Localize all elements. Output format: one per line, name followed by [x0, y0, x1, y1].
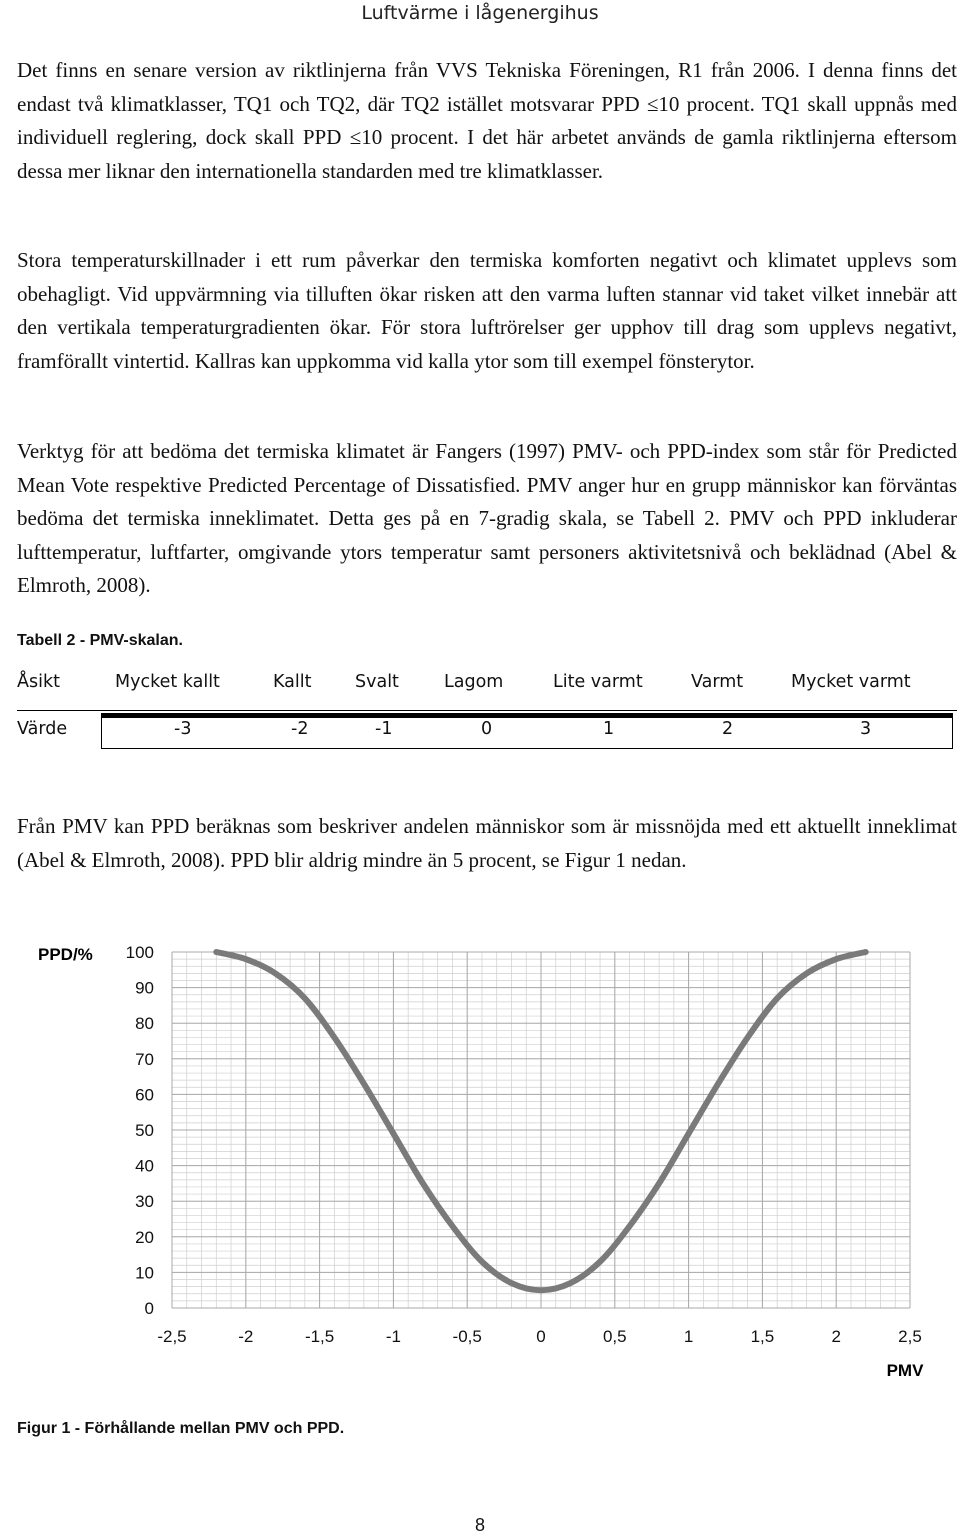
table-value-cell: 1 — [603, 719, 615, 739]
table-value-cell: -2 — [291, 719, 309, 739]
pmv-ppd-chart — [0, 930, 960, 1390]
table-header-cell: Svalt — [355, 672, 399, 692]
x-tick-label: -0,5 — [452, 1327, 482, 1346]
x-tick-label: 0,5 — [602, 1327, 627, 1346]
table-value-cell: -3 — [174, 719, 192, 739]
paragraph-3: Verktyg för att bedöma det termiska klimatet är Fangers (1997) PMV- och PPD-index som står för Predicted Mean Vote respektive Predicted Percentage of Dissatisfied. PMV anger hur en grupp människor kan förväntas bedöma det termiska inneklimatet. Detta ges på en 7-gradig skala, se Tabell 2. PMV och PPD inkluderar lufttemperatur, luftfarter, omgivande ytors temperatur samt personers aktivitetsnivå och beklädnad (Abel & Elmroth, 2008). — [17, 439, 957, 597]
table-header-cell: Lite varmt — [553, 672, 643, 692]
table-header-label: Åsikt — [17, 672, 60, 692]
y-tick-label: 10 — [135, 1263, 154, 1283]
pmv-scale-table — [17, 672, 957, 751]
paragraph-1: Det finns en senare version av riktlinjerna från VVS Tekniska Föreningen, R1 från 2006. I denna finns det endast två klimatklasser, TQ1 och TQ2, där TQ2 istället motsvarar PPD ≤10 procent. TQ1 skall uppnås med individuell reglering, dock skall PPD ≤10 procent. I det här arbetet används de gamla riktlinjerna eftersom dessa mer liknar den internationella standarden med tre klimatklasser. — [17, 58, 957, 183]
page-header: Luftvärme i lågenergihus — [361, 2, 599, 24]
x-tick-label: 1,5 — [750, 1327, 775, 1346]
table-header-cell: Varmt — [691, 672, 744, 692]
x-tick-label: 2,5 — [898, 1327, 922, 1346]
table-value-cell: 0 — [481, 719, 493, 739]
table-value-cell: -1 — [375, 719, 393, 739]
y-tick-label: 60 — [135, 1085, 154, 1105]
y-tick-label: 90 — [135, 978, 154, 998]
y-axis-label: PPD/% — [38, 945, 93, 964]
table-header-cell: Mycket kallt — [115, 672, 220, 692]
table-header-cell: Kallt — [273, 672, 312, 692]
table-value-label: Värde — [17, 719, 68, 739]
y-tick-label: 50 — [135, 1121, 154, 1140]
paragraph-4: Från PMV kan PPD beräknas som beskriver andelen människor som är missnöjda med ett aktuellt inneklimat (Abel & Elmroth, 2008). PPD blir aldrig mindre än 5 procent, se Figur 1 nedan. — [17, 814, 957, 872]
x-tick-label: -2 — [238, 1327, 254, 1346]
page-number: 8 — [474, 1515, 485, 1535]
x-tick-label: -1 — [385, 1327, 401, 1346]
figure-caption: Figur 1 - Förhållande mellan PMV och PPD. — [17, 1420, 345, 1437]
y-tick-label: 80 — [135, 1014, 154, 1034]
value-box — [101, 713, 953, 749]
table-value-cell: 2 — [722, 719, 734, 739]
y-tick-label: 0 — [144, 1299, 154, 1318]
y-tick-label: 40 — [135, 1156, 154, 1176]
table-caption: Tabell 2 - PMV-skalan. — [17, 632, 183, 649]
chart-svg — [0, 930, 960, 1390]
table-header-row — [17, 672, 957, 711]
y-tick-label: 20 — [135, 1227, 154, 1247]
y-tick-label: 70 — [135, 1049, 154, 1069]
table-header-cell: Mycket varmt — [791, 672, 911, 692]
table-value-row — [17, 715, 957, 751]
x-tick-label: 1 — [683, 1327, 694, 1346]
paragraph-2: Stora temperaturskillnader i ett rum påverkar den termiska komforten negativt och klimatet upplevs som obehagligt. Vid uppvärmning via tilluften ökar risken att den varma luften stannar vid taket vilket innebär att den vertikala temperaturgradienten ökar. För stora luftrörelser ger upphov till drag som upplevs negativt, framförallt vintertid. Kallras kan uppkomma vid kalla ytor som till exempel fönsterytor. — [17, 248, 957, 373]
y-tick-label: 100 — [125, 943, 154, 962]
chart-grid-major — [172, 952, 910, 1308]
table-header-cell: Lagom — [444, 672, 504, 692]
y-tick-label: 30 — [135, 1192, 154, 1212]
table-value-cell: 3 — [860, 719, 872, 739]
x-axis-label: PMV — [886, 1361, 924, 1380]
x-tick-label: 0 — [536, 1327, 546, 1346]
x-tick-label: -2,5 — [157, 1327, 187, 1346]
x-tick-label: 2 — [831, 1327, 841, 1346]
x-tick-label: -1,5 — [304, 1327, 335, 1346]
